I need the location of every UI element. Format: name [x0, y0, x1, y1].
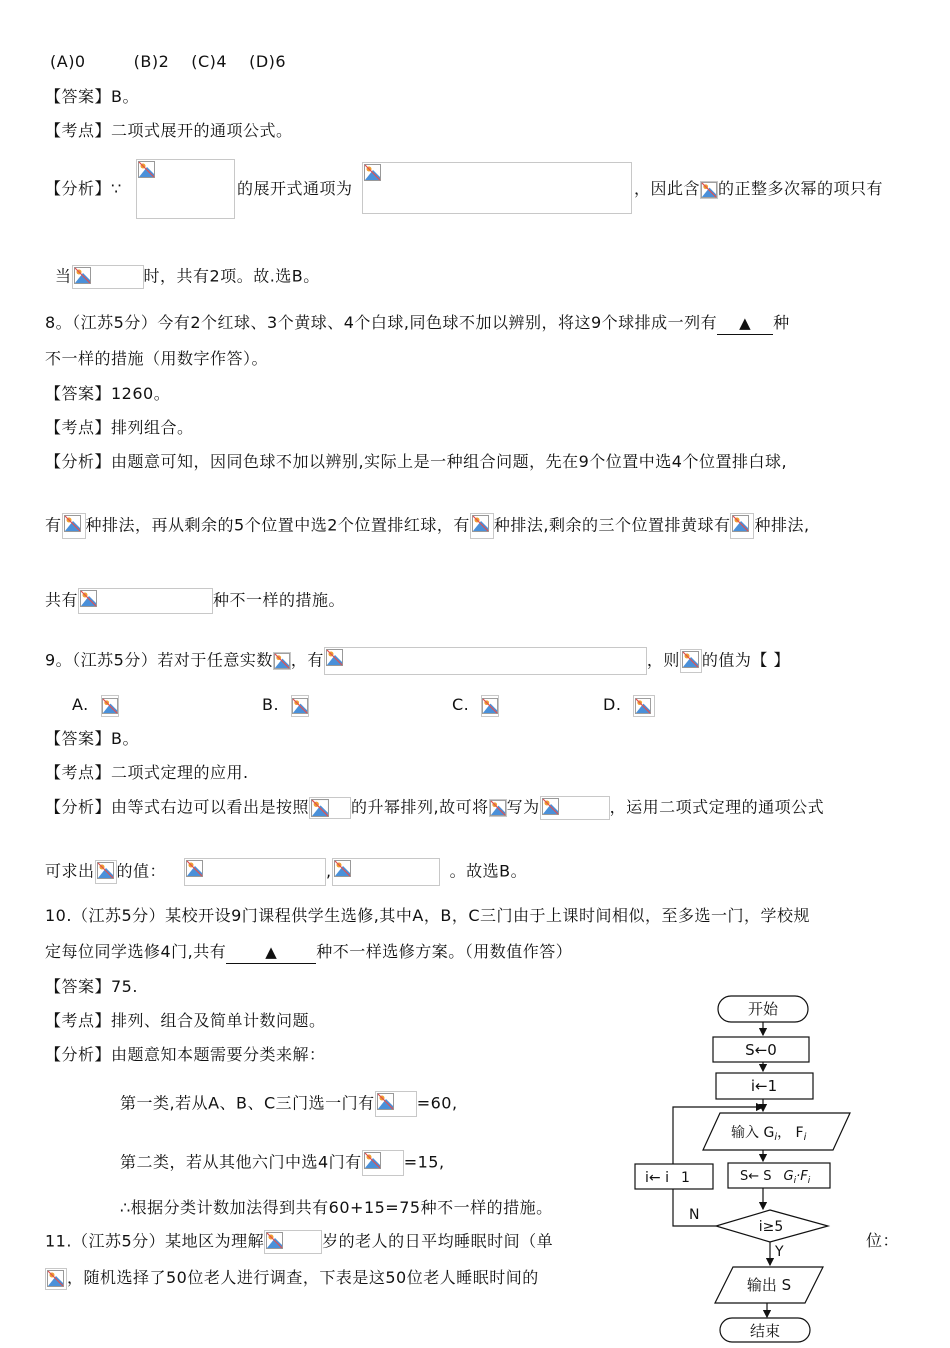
flowchart-end-label: 结束 [749, 1322, 781, 1340]
formula-image [309, 797, 351, 819]
q7-answer: 【答案】B。 [45, 87, 139, 106]
q7-option-c: (C)4 [191, 52, 228, 71]
q9-analysis-line1: 【分析】由等式右边可以看出是按照 的升幂排列,故可将 写为 ，运用二项式定理的通项公式 [45, 796, 824, 820]
q11-line1-unit: 位： [866, 1231, 900, 1250]
q9-choice-b: B. [262, 694, 309, 717]
broken-image-icon [364, 1152, 381, 1169]
q8-analysis-line2: 有 种排法，再从剩余的5个位置中选2个位置排红球，有 种排法,剩余的三个位置排黄球有 种排法, [45, 513, 810, 539]
broken-image-icon [311, 799, 329, 817]
q11-line1: 11.（江苏5分）某地区为理解 岁的老人的日平均睡眠时间（单 [45, 1230, 553, 1254]
q8-point: 【考点】排列组合。 [45, 418, 194, 437]
formula-image [680, 649, 702, 673]
q8-analysis-line1: 【分析】由题意可知，因同色球不加以辨别,实际上是一种组合问题，先在9个位置中选4个位置排白球, [45, 452, 788, 471]
q8-answer: 【答案】1260。 [45, 384, 171, 403]
formula-image [324, 647, 647, 675]
broken-image-icon [326, 649, 343, 666]
q10-stem-line1: 10.（江苏5分）某校开设9门课程供学生选修,其中A，B，C三门由于上课时间相似，至多选一门，学校规 [45, 906, 810, 925]
flowchart-inc-label: i← i 1 [645, 1170, 690, 1186]
formula-image [72, 265, 144, 289]
q9-analysis-line2: 可求出 的值： , 。故选B。 [45, 858, 527, 886]
q9-choice-c: C. [452, 694, 499, 717]
broken-image-icon [274, 653, 290, 669]
formula-image [362, 162, 632, 214]
flowchart-cond-label: i≥5 [758, 1219, 784, 1235]
formula-image [273, 652, 291, 670]
broken-image-icon [334, 860, 351, 877]
q10-stem-line2: 定每位同学选修4门,共有 ▲ 种不一样选修方案。（用数值作答） [45, 941, 572, 964]
broken-image-icon [377, 1093, 394, 1110]
broken-image-icon [490, 800, 506, 816]
flowchart-output-label: 输出 S [746, 1276, 792, 1294]
q9-choice-a: A. [72, 694, 119, 717]
q7-option-d: (D)6 [249, 52, 287, 71]
q8-stem-line2: 不一样的措施（用数字作答）。 [45, 349, 269, 368]
formula-image [540, 796, 610, 820]
q9-stem: 9。（江苏5分）若对于任意实数 ，有 ，则 的值为【 】 [45, 647, 790, 675]
q9-point: 【考点】二项式定理的应用. [45, 763, 249, 782]
broken-image-icon [138, 161, 155, 178]
formula-image [633, 695, 655, 717]
broken-image-icon [266, 1232, 283, 1249]
q8-stem-line1: 8。（江苏5分）今有2个红球、3个黄球、4个白球,同色球不加以辨别，将这9个球排成一列有 ▲ 种 [45, 312, 790, 335]
flowchart-no-label: N [689, 1207, 700, 1223]
flowchart-i-init-label: i←1 [750, 1077, 778, 1095]
q7-analysis-line2: 当 时，共有2项。故.选B。 [55, 265, 320, 289]
formula-image [95, 860, 117, 884]
flowchart-svg [625, 990, 855, 1344]
broken-image-icon [47, 1270, 64, 1287]
formula-image [62, 513, 86, 539]
broken-image-icon [482, 698, 498, 714]
broken-image-icon [472, 515, 489, 532]
flowchart-s-init-label: S←0 [745, 1041, 777, 1059]
broken-image-icon [102, 698, 118, 714]
broken-image-icon [80, 590, 97, 607]
q10-analysis: 【分析】由题意知本题需要分类来解： [45, 1045, 326, 1064]
q7-options [50, 51, 286, 73]
broken-image-icon [64, 515, 81, 532]
formula-image [78, 588, 213, 614]
broken-image-icon [97, 862, 114, 879]
answer-blank: ▲ [717, 312, 773, 335]
q11-line2: ，随机选择了50位老人进行调查，下表是这50位老人睡眠时间的 [45, 1267, 539, 1290]
q7-analysis-line1: 【分析】∵ [45, 179, 122, 198]
q10-point: 【考点】排列、组合及简单计数问题。 [45, 1011, 326, 1030]
broken-image-icon [364, 164, 381, 181]
formula-image [481, 695, 499, 717]
broken-image-icon [292, 698, 308, 714]
broken-image-icon [186, 860, 203, 877]
formula-image [730, 513, 754, 539]
broken-image-icon [701, 182, 717, 198]
formula-image [470, 513, 494, 539]
q7-analysis-mid2: ，因此含 的正整多次幂的项只有 [634, 179, 884, 198]
flowchart-update-label: S← S $G_i\cdot F_i$ [740, 1169, 811, 1186]
formula-image [291, 695, 309, 717]
broken-image-icon [732, 515, 749, 532]
answer-blank: ▲ [226, 941, 316, 964]
q7-option-a: (A)0 [50, 52, 86, 71]
formula-image [45, 1268, 67, 1290]
flowchart [625, 990, 855, 1344]
formula-image [375, 1091, 417, 1117]
formula-image [700, 181, 718, 199]
flowchart-start-label: 开始 [747, 1000, 779, 1018]
formula-image [489, 799, 507, 817]
formula-image [264, 1230, 322, 1254]
flowchart-input-label: 输入 $G_i$， $F_i$ [731, 1125, 807, 1143]
q10-conclusion: ∴根据分类计数加法得到共有60+15=75种不一样的措施。 [120, 1198, 553, 1217]
q9-answer: 【答案】B。 [45, 729, 139, 748]
q7-option-b: (B)2 [133, 52, 170, 71]
broken-image-icon [635, 698, 651, 714]
flowchart-yes-label: Y [775, 1244, 784, 1260]
q7-point: 【考点】二项式展开的通项公式。 [45, 121, 293, 140]
formula-image [184, 858, 326, 886]
q7-analysis-mid1: 的展开式通项为 [237, 179, 353, 198]
q9-choice-d: D. [603, 694, 655, 717]
q10-case1: 第一类,若从A、B、C三门选一门有 =60, [120, 1091, 458, 1117]
q10-answer: 【答案】75. [45, 977, 138, 996]
formula-image [332, 858, 440, 886]
formula-image [101, 695, 119, 717]
broken-image-icon [682, 651, 699, 668]
q10-case2: 第二类，若从其他六门中选4门有 =15, [120, 1150, 445, 1176]
broken-image-icon [74, 267, 91, 284]
formula-image [362, 1150, 404, 1176]
formula-image [136, 159, 235, 219]
broken-image-icon [542, 798, 559, 815]
q8-analysis-line3: 共有 种不一样的措施。 [45, 588, 345, 614]
